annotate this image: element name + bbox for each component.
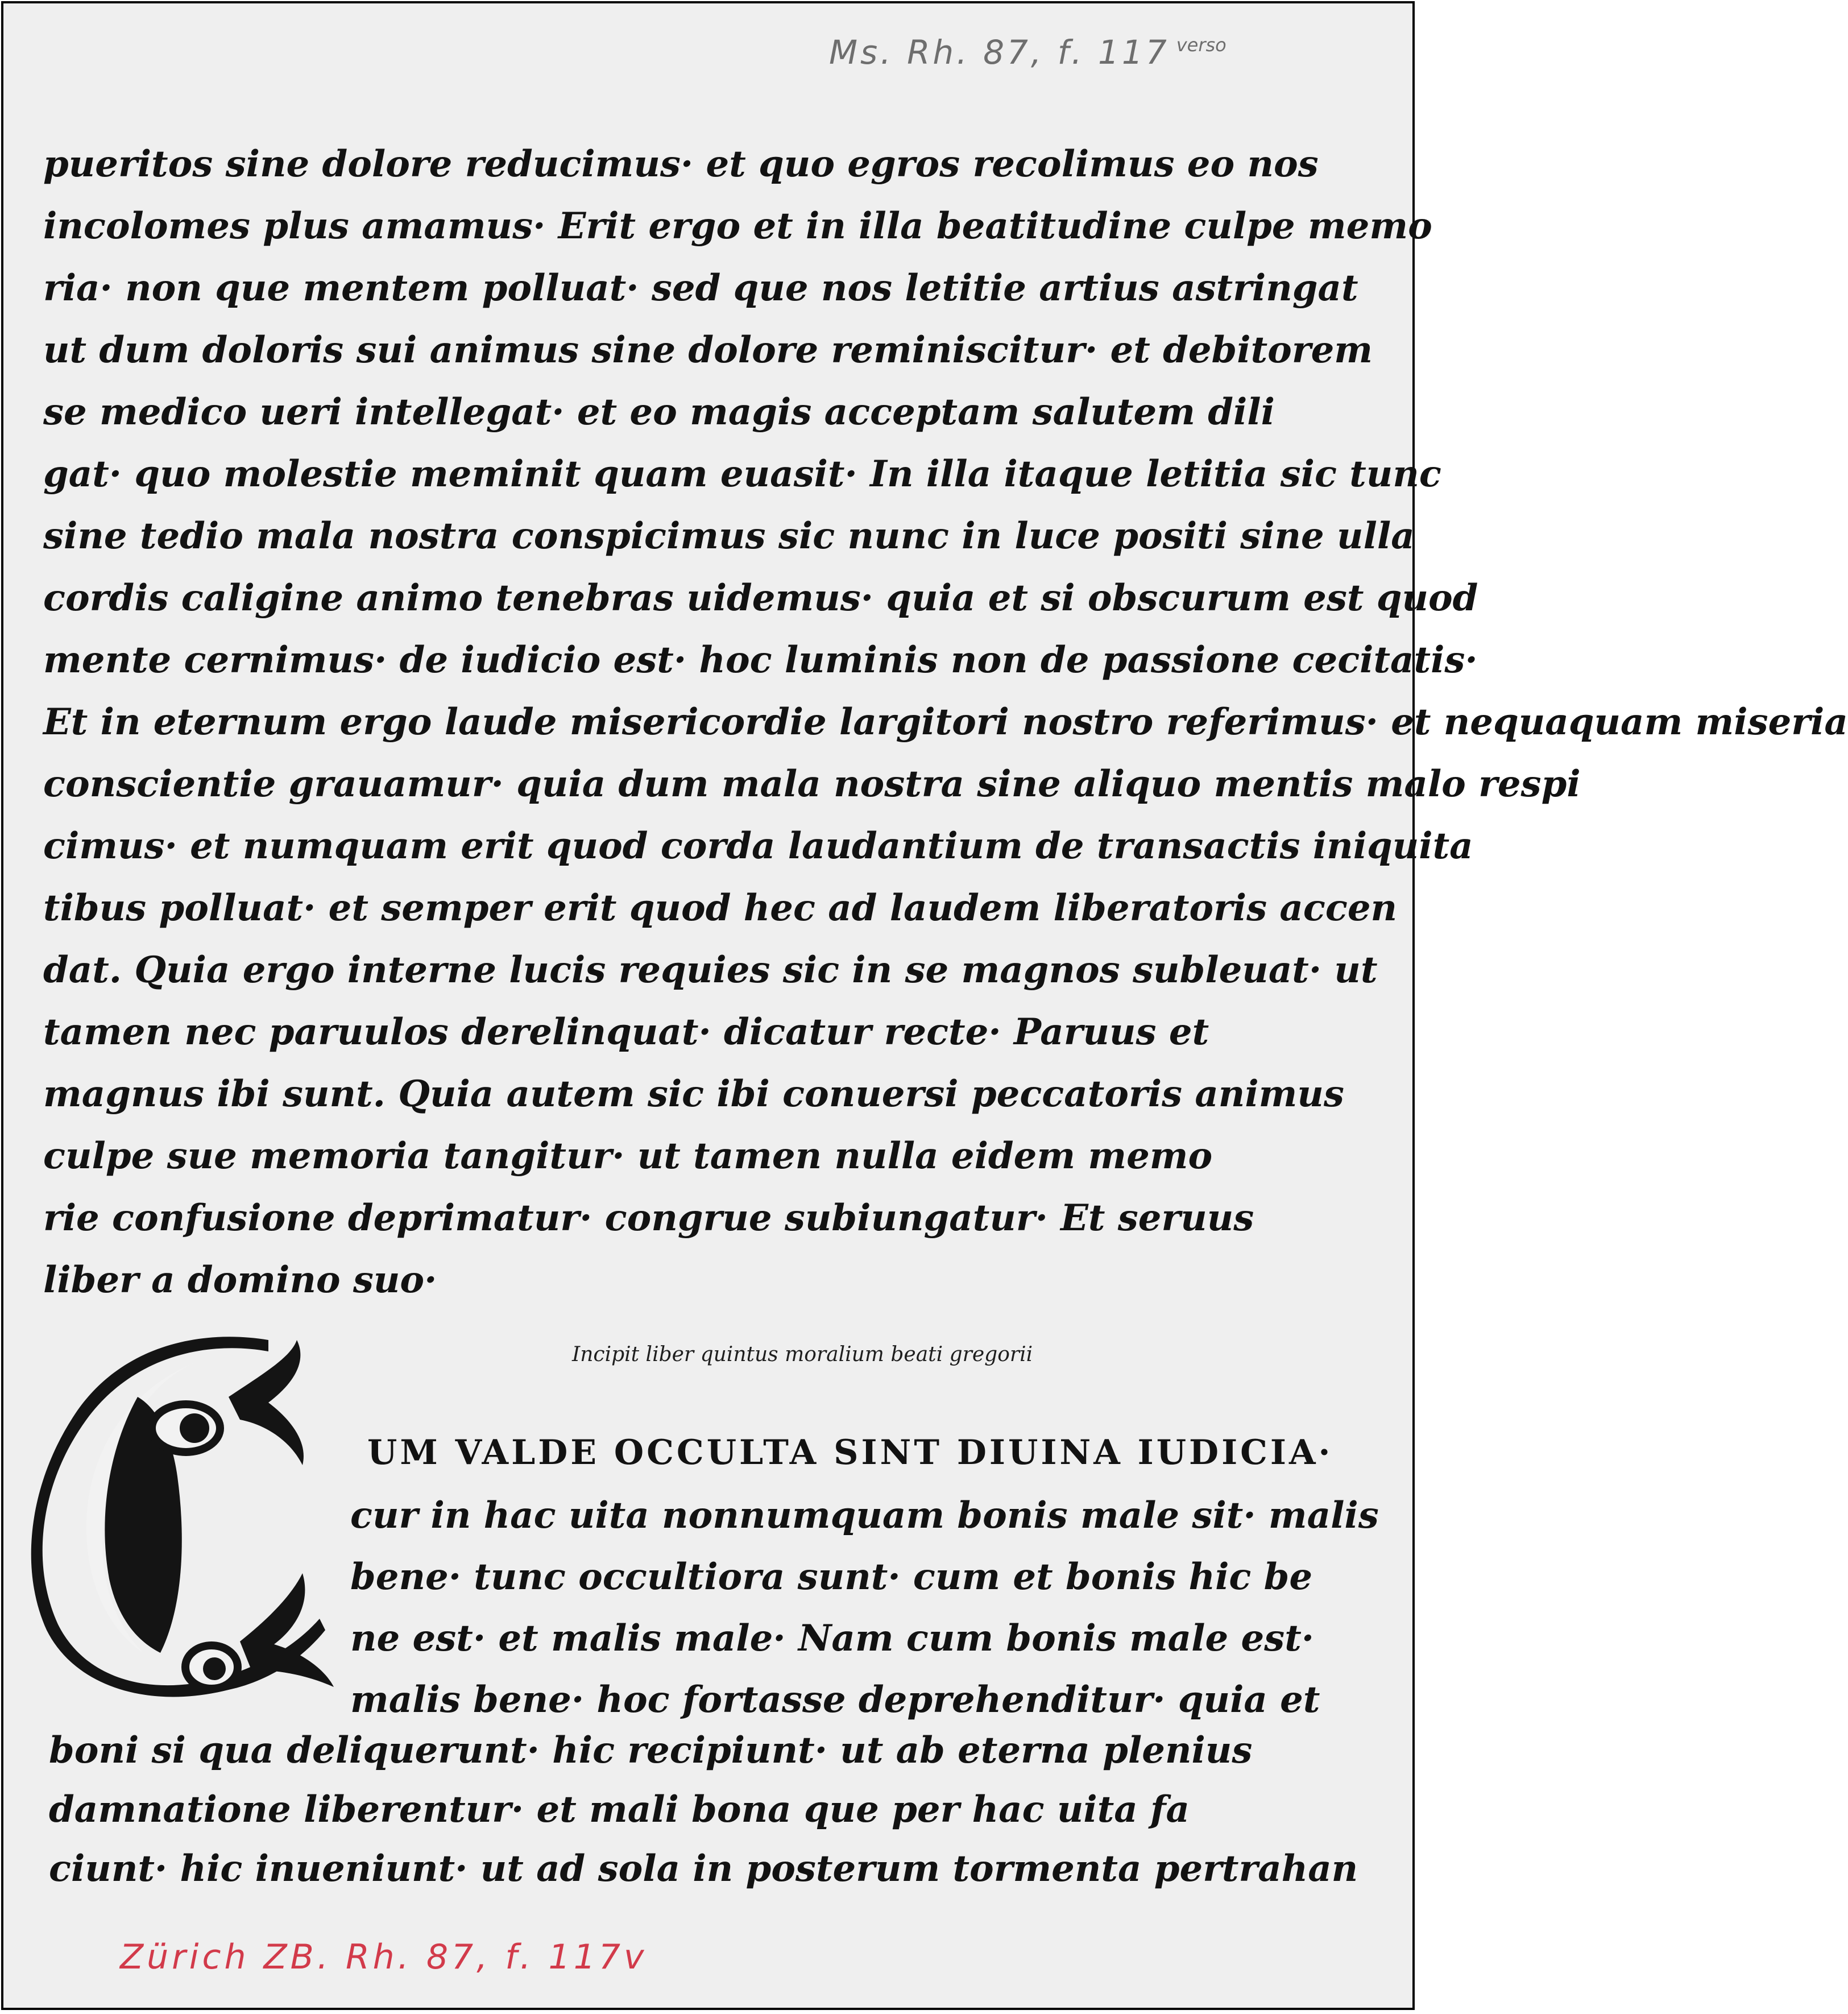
closing-text-block	[49, 1721, 1397, 1899]
text-line: tamen nec paruulos derelinquat· dicatur recte· Paruus et	[43, 1011, 1209, 1053]
text-line: Et in eternum ergo laude misericordie largitori nostro referimus· et nequaquam miseria	[43, 701, 1848, 743]
text-line: ne est· et malis male· Nam cum bonis male est·	[350, 1617, 1315, 1660]
text-line: conscientie grauamur· quia dum mala nostra sine aliquo mentis malo respi	[43, 763, 1581, 805]
rubric-heading: Incipit liber quintus moralium beati gregorii	[572, 1343, 1033, 1366]
text-line: dat. Quia ergo interne lucis requies sic in se magnos subleuat· ut	[43, 949, 1378, 991]
text-line: gat· quo molestie meminit quam euasit· In illa itaque letitia sic tunc	[43, 453, 1441, 495]
text-line: pueritos sine dolore reducimus· et quo egros recolimus eo nos	[43, 143, 1319, 185]
incipit-display-line: UM VALDE OCCULTA SINT DIUINA IUDICIA·	[367, 1433, 1333, 1473]
text-line: culpe sue memoria tangitur· ut tamen nulla eidem memo	[43, 1135, 1213, 1177]
main-text-block	[43, 133, 1848, 1311]
text-line: rie confusione deprimatur· congrue subiungatur· Et seruus	[43, 1197, 1254, 1239]
text-line: cur in hac uita nonnumquam bonis male sit· malis	[350, 1494, 1379, 1537]
text-line: magnus ibi sunt. Quia autem sic ibi conuersi peccatoris animus	[43, 1073, 1344, 1115]
text-line: bene· tunc occultiora sunt· cum et bonis hic be	[350, 1556, 1313, 1598]
text-line: damnatione liberentur· et mali bona que per hac uita fa	[49, 1788, 1190, 1831]
text-line: sine tedio mala nostra conspicimus sic nunc in luce positi sine ulla	[43, 515, 1415, 557]
initial-column-text	[350, 1485, 1385, 1731]
text-line: incolomes plus amamus· Erit ergo et in illa beatitudine culpe memo	[43, 205, 1432, 247]
text-line: tibus polluat· et semper erit quod hec ad laudem liberatoris accen	[43, 887, 1398, 929]
text-line: ciunt· hic inueniunt· ut ad sola in posterum tormenta pertrahan	[49, 1847, 1358, 1890]
text-line: cordis caligine animo tenebras uidemus· quia et si obscurum est quod	[43, 577, 1478, 619]
text-line: se medico ueri intellegat· et eo magis acceptam salutem dili	[43, 391, 1275, 433]
text-line: ut dum doloris sui animus sine dolore reminiscitur· et debitorem	[43, 329, 1373, 371]
shelfmark-suffix: verso	[1176, 34, 1227, 56]
decorated-initial-c	[24, 1334, 342, 1698]
text-line: cimus· et numquam erit quod corda laudantium de transactis iniquita	[43, 825, 1473, 867]
shelfmark-annotation	[829, 33, 1227, 72]
manuscript-page	[1, 1, 1848, 2010]
text-line: ria· non que mentem polluat· sed que nos letitie artius astringat	[43, 267, 1358, 309]
text-line: malis bene· hoc fortasse deprehenditur· quia et	[350, 1678, 1320, 1721]
text-line: boni si qua deliquerunt· hic recipiunt· ut ab eterna plenius	[49, 1729, 1253, 1772]
shelfmark-text: Ms. Rh. 87, f. 117	[829, 33, 1170, 72]
text-line: liber a domino suo·	[43, 1259, 437, 1301]
library-reference-note: Zürich ZB. Rh. 87, f. 117v	[120, 1937, 648, 1977]
text-line: mente cernimus· de iudicio est· hoc luminis non de passione cecitatis·	[43, 639, 1478, 681]
